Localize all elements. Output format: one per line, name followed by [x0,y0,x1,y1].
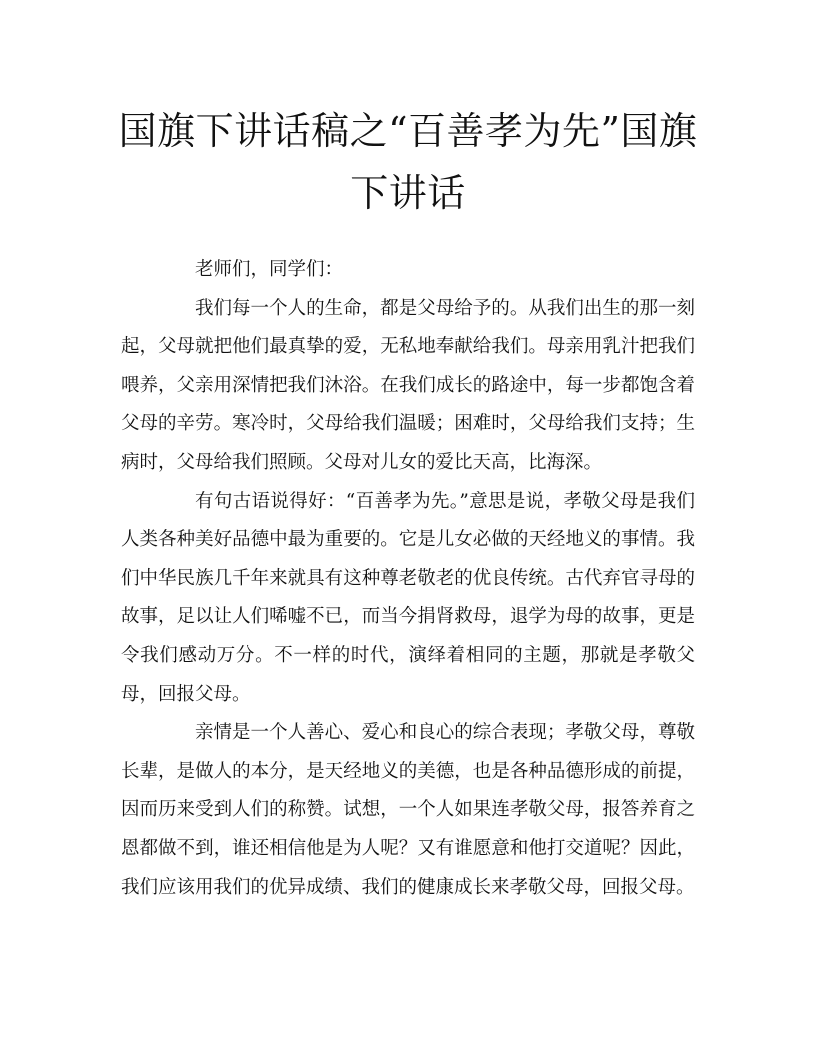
paragraph-1: 我们每一个人的生命，都是父母给予的。从我们出生的那一刻起，父母就把他们最真挚的爱，无私地奉献给我们。母亲用乳汁把我们喂养，父亲用深情把我们沐浴。在我们成长的路途中，每一步都饱含着父母的辛劳。寒冷时，父母给我们温暖；困难时，父母给我们支持；生病时，父母给我们照顾。父母对儿女的爱比天高，比海深。 [121,297,695,473]
document-body [121,251,695,907]
paragraph-2: 有句古语说得好：“百善孝为先。”意思是说，孝敬父母是我们人类各种美好品德中最为重要的。它是儿女必做的天经地义的事情。我们中华民族几千年来就具有这种尊老敬老的优良传统。古代弃官寻母的故事，足以让人们唏嘘不已，而当今捐肾救母，退学为母的故事，更是令我们感动万分。不一样的时代，演绎着相同的主题，那就是孝敬父母，回报父母。 [121,490,695,705]
salutation: 老师们，同学们： [195,259,344,280]
paragraph-3: 亲情是一个人善心、爱心和良心的综合表现；孝敬父母，尊敬长辈，是做人的本分，是天经地义的美德，也是各种品德形成的前提，因而历来受到人们的称赞。试想，一个人如果连孝敬父母，报答养育之恩都做不到，谁还相信他是为人呢？又有谁愿意和他打交道呢？因此，我们应该用我们的优异成绩、我们的健康成长来孝敬父母，回报父母。 [121,722,695,898]
document-title: 国旗下讲话稿之“百善孝为先”国旗下讲话 [118,109,698,215]
